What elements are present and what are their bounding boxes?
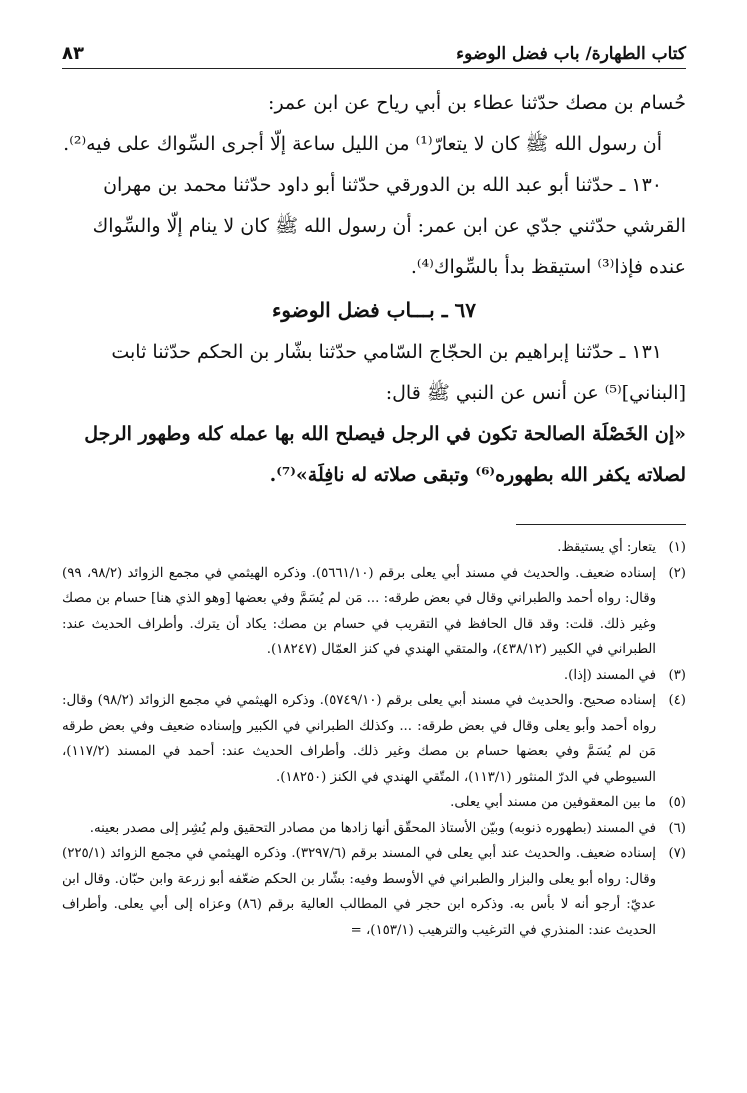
page-header: [62, 36, 686, 69]
footnotes: [62, 535, 686, 943]
paragraph-hadith-129: أن رسول الله ﷺ كان لا يتعارّ⁽¹⁾ من الليل ساعة إلّا أجرى السِّواك على فيه⁽²⁾.: [63, 133, 662, 155]
footnote: [62, 790, 686, 816]
footnote-number: (٧): [668, 846, 686, 861]
footnote: [62, 663, 686, 689]
footnote-text: يتعار: أي يستيقظ.: [557, 540, 656, 555]
main-text: [62, 83, 686, 496]
footnote: [62, 535, 686, 561]
paragraph-hadith-131-text: «إن الخَصْلَة الصالحة تكون في الرجل فيصلح الله بها عمله كله وطهور الرجل لصلاته يكفر الله بطهوره⁽⁶⁾ وتبقى صلاته له نافِلَة»⁽⁷⁾.: [84, 423, 686, 486]
footnote-text: في المسند (إذا).: [563, 667, 656, 683]
footnote: [62, 816, 686, 842]
book-page: [62, 36, 686, 943]
footnote-text: إسناده ضعيف. والحديث عند أبي يعلى في المسند برقم (٣٢٩٧/٦). وذكره الهيثمي في مجمع الزوائد (٢٢٥/١) وقال: رواه أبو يعلى والبزار والطبراني في الأوسط وفيه: بشّار بن الحكم ضعّفه أبو زرعة وابن حبّان. وقال ابن عديّ: أرجو أنه لا بأس به. وذكره ابن حجر في المطالب العالية برقم (٨٦) وعزاه إلى أبي يعلى. وأطراف الحديث عند: المنذري في الترغيب والترهيب (١٥٣/١)، =: [62, 846, 656, 938]
footnote-number: (٤): [668, 693, 686, 708]
footnote-number: (٣): [668, 667, 686, 683]
footnote-number: (١): [668, 540, 686, 555]
footnote-separator: [516, 524, 686, 525]
footnote-text: في المسند (بطهوره ذنوبه) وبيّن الأستاذ المحقّق أنها زادها من مصادر التحقيق ولم يُشِر إلى مصدر بعينه.: [89, 820, 656, 836]
running-title: كتاب الطهارة/ باب فضل الوضوء: [456, 44, 686, 64]
footnote: [62, 561, 686, 663]
footnote-text: إسناده ضعيف. والحديث في مسند أبي يعلى برقم (٥٦٦١/١٠). وذكره الهيثمي في مجمع الزوائد (٩٨/٢، ٩٩) وقال: رواه أحمد والطبراني وقال في بعض طرقه: ... مَن لم يُسَمَّ وفي بعضها [وهو الذي هنا] حسام بن مصك وغير ذلك. قلت: وقد قال الحافظ في التقريب في حسام بن مصك: يكاد أن يترك. وأطراف الحديث عند: الطبراني في الكبير (٤٣٨/١٢)، والمتقي الهندي في كنز العمّال (١٨٢٤٧).: [62, 565, 656, 657]
footnote-text: ما بين المعقوفين من مسند أبي يعلى.: [450, 795, 656, 810]
paragraph-hadith-130: ١٣٠ ـ حدّثنا أبو عبد الله بن الدورقي حدّثنا أبو داود حدّثنا محمد بن مهران القرشي حدّثني جدّي عن ابن عمر: أن رسول الله ﷺ كان لا ينام إلّا والسِّواك عنده فإذا⁽³⁾ استيقظ بدأ بالسِّواك⁽⁴⁾.: [92, 174, 686, 278]
footnote-text: إسناده صحيح. والحديث في مسند أبي يعلى برقم (٥٧٤٩/١٠). وذكره الهيثمي في مجمع الزوائد (٩٨/٢) وقال: رواه أحمد وأبو يعلى وقال في بعض طرقه: ... وكذلك الطبراني في الكبير وإسناده ضعيف وفي بعض طرقه مَن لم يُسَمَّ وفي بعضها حسام بن مصك وغير ذلك. وأطراف الحديث عند: أحمد في المسند (١١٧/٢)، السيوطي في الدرّ المنثور (١١٣/١)، المتّقي الهندي في الكنز (١٨٢٥٠).: [62, 693, 656, 785]
paragraph-hadith-131-isnad: ١٣١ ـ حدّثنا إبراهيم بن الحجّاج السّامي حدّثنا بشّار بن الحكم حدّثنا ثابت [البناني]⁽⁵⁾ عن أنس عن النبي ﷺ قال:: [111, 341, 686, 404]
footnote: [62, 841, 686, 943]
footnote-number: (٢): [668, 565, 686, 581]
page-number: ٨٣: [62, 43, 84, 64]
footnote: [62, 688, 686, 790]
chapter-title: ٦٧ ـ بـــاب فضل الوضوء: [271, 298, 476, 322]
footnote-number: (٦): [668, 820, 686, 836]
paragraph-continuation: حُسام بن مصك حدّثنا عطاء بن أبي رياح عن ابن عمر:: [268, 92, 686, 114]
footnote-number: (٥): [668, 795, 686, 810]
